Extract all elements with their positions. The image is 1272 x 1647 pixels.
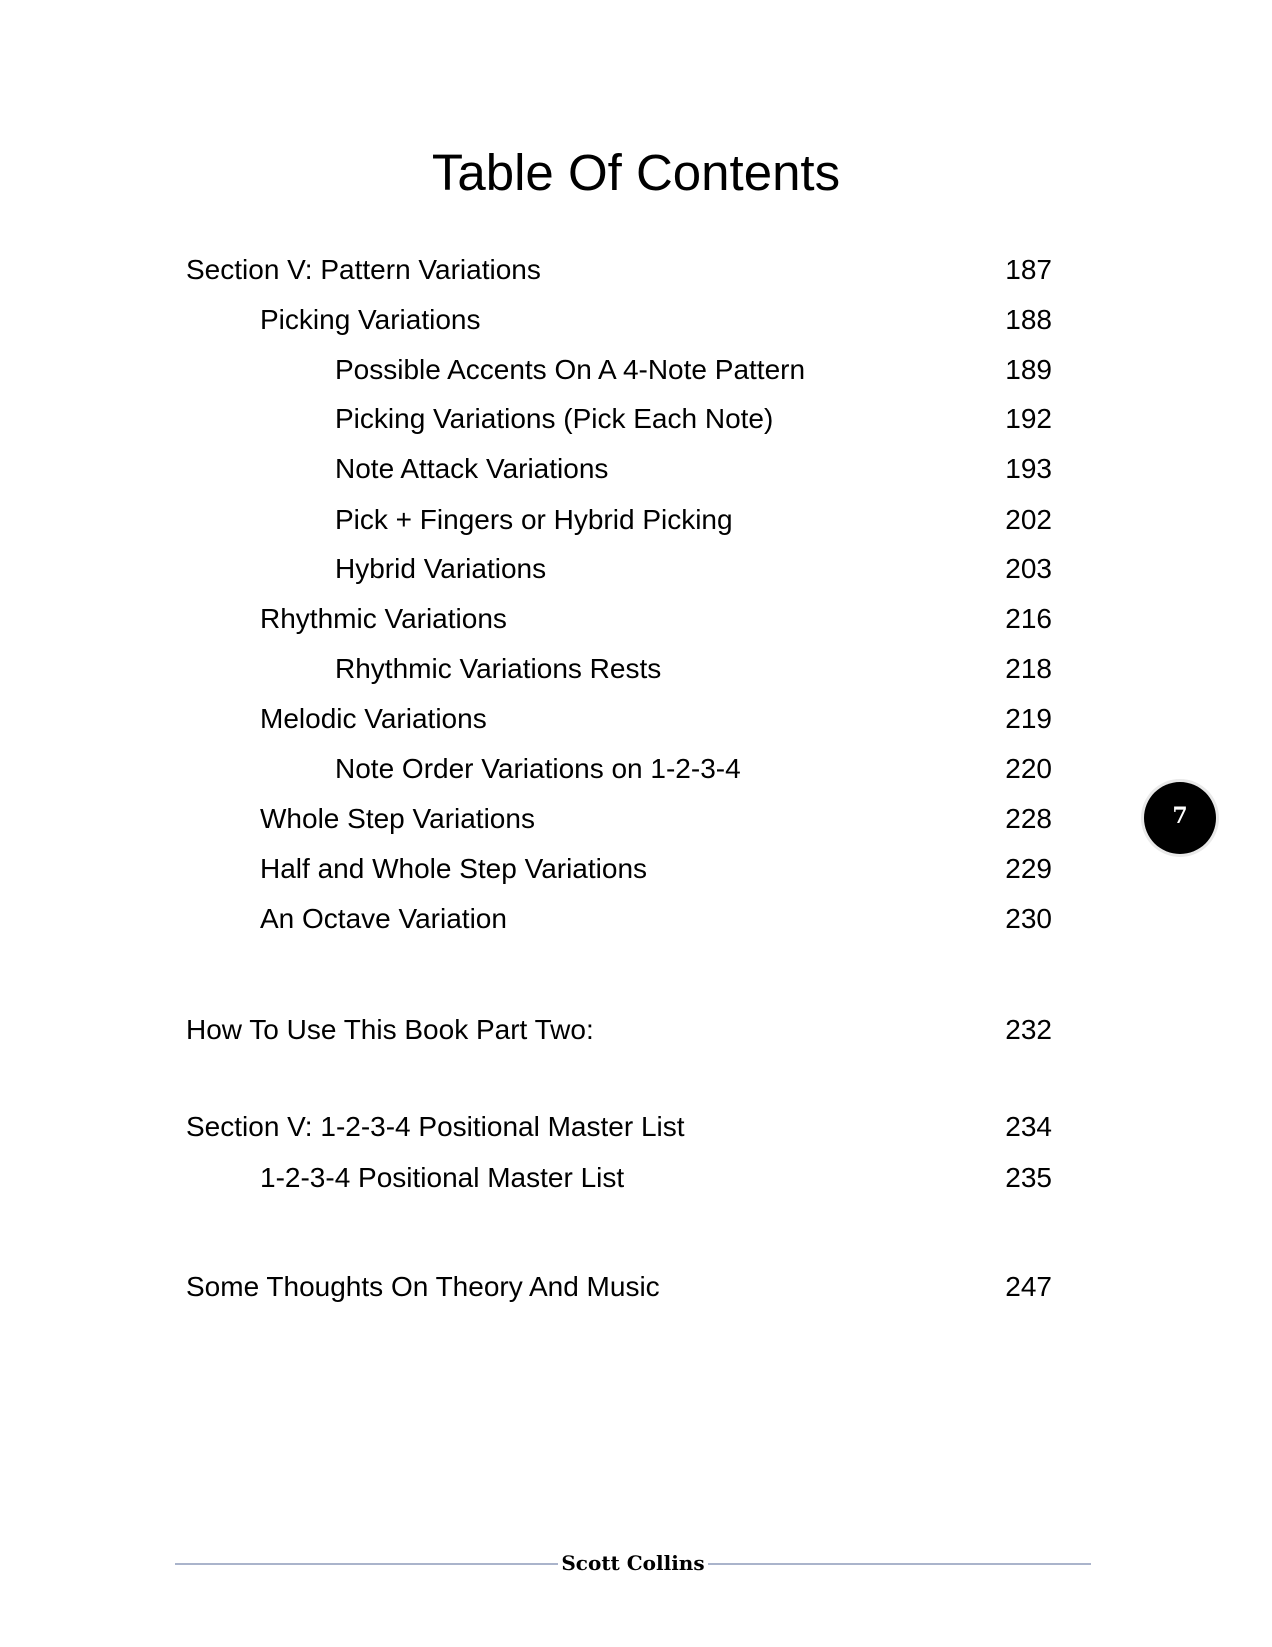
toc-entry-page: 229 <box>1005 853 1052 884</box>
toc-entry-title: 1-2-3-4 Positional Master List <box>260 1162 625 1193</box>
toc-entry-title: Rhythmic Variations Rests <box>335 653 662 684</box>
toc-entry[interactable] <box>0 551 1272 587</box>
page-footer <box>175 1548 1091 1578</box>
toc-entry-page: 189 <box>1005 354 1052 385</box>
toc-entry-page: 216 <box>1005 603 1052 634</box>
toc-entry-title: Picking Variations <box>260 304 481 335</box>
toc-entry-page: 235 <box>1005 1162 1052 1193</box>
toc-entry[interactable] <box>0 601 1272 637</box>
toc-entry-title: Section V: 1-2-3-4 Positional Master List <box>186 1111 685 1142</box>
toc-entry-page: 228 <box>1005 803 1052 834</box>
toc-entry[interactable] <box>0 352 1272 388</box>
toc-entry-title: Whole Step Variations <box>260 803 535 834</box>
toc-entry[interactable] <box>0 851 1272 887</box>
toc-entry[interactable] <box>0 252 1272 288</box>
toc-entry-page: 192 <box>1005 403 1052 434</box>
toc-entry-title: Hybrid Variations <box>335 553 547 584</box>
toc-entry-page: 218 <box>1005 653 1052 684</box>
toc-entry[interactable] <box>0 1012 1272 1048</box>
footer-rule-right <box>708 1563 1091 1565</box>
toc-entry[interactable] <box>0 451 1272 487</box>
toc-entry-title: Some Thoughts On Theory And Music <box>186 1271 660 1302</box>
toc-entry[interactable] <box>0 1269 1272 1305</box>
toc-entry-page: 230 <box>1005 903 1052 934</box>
toc-entry-page: 232 <box>1005 1014 1052 1045</box>
footer-author: Scott Collins <box>561 1551 705 1575</box>
toc-entry[interactable] <box>0 502 1272 538</box>
toc-entry-page: 193 <box>1005 453 1052 484</box>
toc-entry-page: 187 <box>1005 254 1052 285</box>
page-title: Table Of Contents <box>431 144 841 201</box>
toc-entry-page: 202 <box>1005 504 1052 535</box>
toc-entry-title: Note Order Variations on 1-2-3-4 <box>335 753 741 784</box>
toc-entry[interactable] <box>0 701 1272 737</box>
toc-entry[interactable] <box>0 1160 1272 1196</box>
toc-entry-title: Section V: Pattern Variations <box>186 254 541 285</box>
toc-entry-title: An Octave Variation <box>260 903 507 934</box>
toc-entry[interactable] <box>0 302 1272 338</box>
toc-entry[interactable] <box>0 751 1272 787</box>
toc-entry-title: Possible Accents On A 4-Note Pattern <box>335 354 806 385</box>
toc-entry[interactable] <box>0 801 1272 837</box>
toc-entry-page: 234 <box>1005 1111 1052 1142</box>
toc-entry-page: 247 <box>1005 1271 1052 1302</box>
toc-entry-page: 203 <box>1005 553 1052 584</box>
toc-entry-title: Picking Variations (Pick Each Note) <box>335 403 774 434</box>
toc-entry-page: 188 <box>1005 304 1052 335</box>
toc-entry[interactable] <box>0 401 1272 437</box>
toc-entry-title: Melodic Variations <box>260 703 487 734</box>
toc-entry-title: How To Use This Book Part Two: <box>186 1014 594 1045</box>
toc-entry-title: Pick + Fingers or Hybrid Picking <box>335 504 733 535</box>
toc-entry-title: Half and Whole Step Variations <box>260 853 648 884</box>
toc-entry[interactable] <box>0 1109 1272 1145</box>
toc-entry[interactable] <box>0 901 1272 937</box>
toc-entry-title: Note Attack Variations <box>335 453 609 484</box>
toc-entry[interactable] <box>0 651 1272 687</box>
toc-entry-page: 220 <box>1005 753 1052 784</box>
page-number-badge: 7 <box>1144 782 1216 854</box>
toc-entry-title: Rhythmic Variations <box>260 603 507 634</box>
toc-entry-page: 219 <box>1005 703 1052 734</box>
